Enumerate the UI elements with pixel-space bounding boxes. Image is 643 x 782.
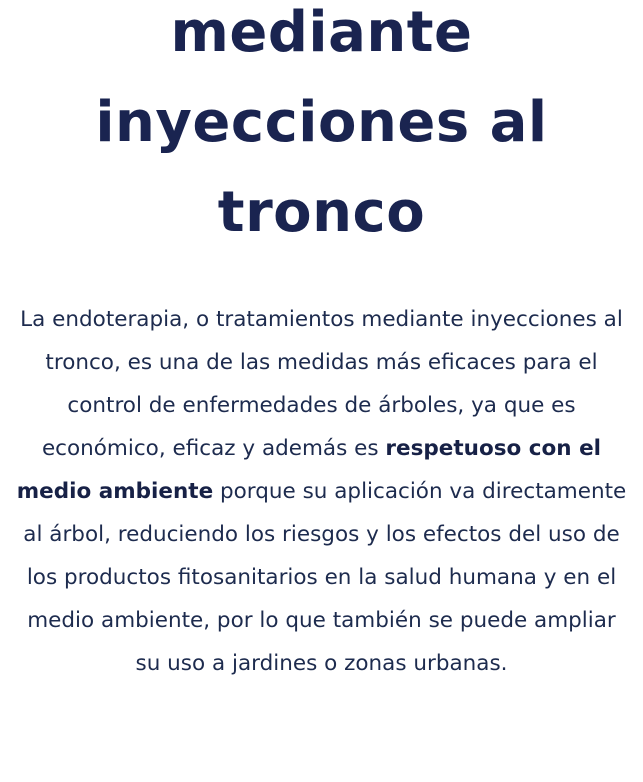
paragraph-emphasis: respetuoso con el medio ambiente [16,436,602,504]
paragraph-text-end: porque su aplicación va directamente al árbol, reduciendo los riesgos y los efectos del uso de los productos fitosanitarios en la salud humana y en el medio ambiente, por lo que también se puede ampliar su uso a jardines o zonas urbanas. [23,479,627,676]
page-title [0,0,643,258]
description-paragraph [14,298,629,685]
paragraph-text-start: La endoterapia, o tratamientos mediante inyecciones al tronco, es una de las medidas más eficaces para el control de enfermedades de árboles, ya que es económico, eficaz y además es [20,307,623,461]
page-title-line-1: mediante [170,0,473,65]
page-title-line-3: tronco [217,180,426,245]
page-title-line-2: inyecciones al [95,90,548,155]
